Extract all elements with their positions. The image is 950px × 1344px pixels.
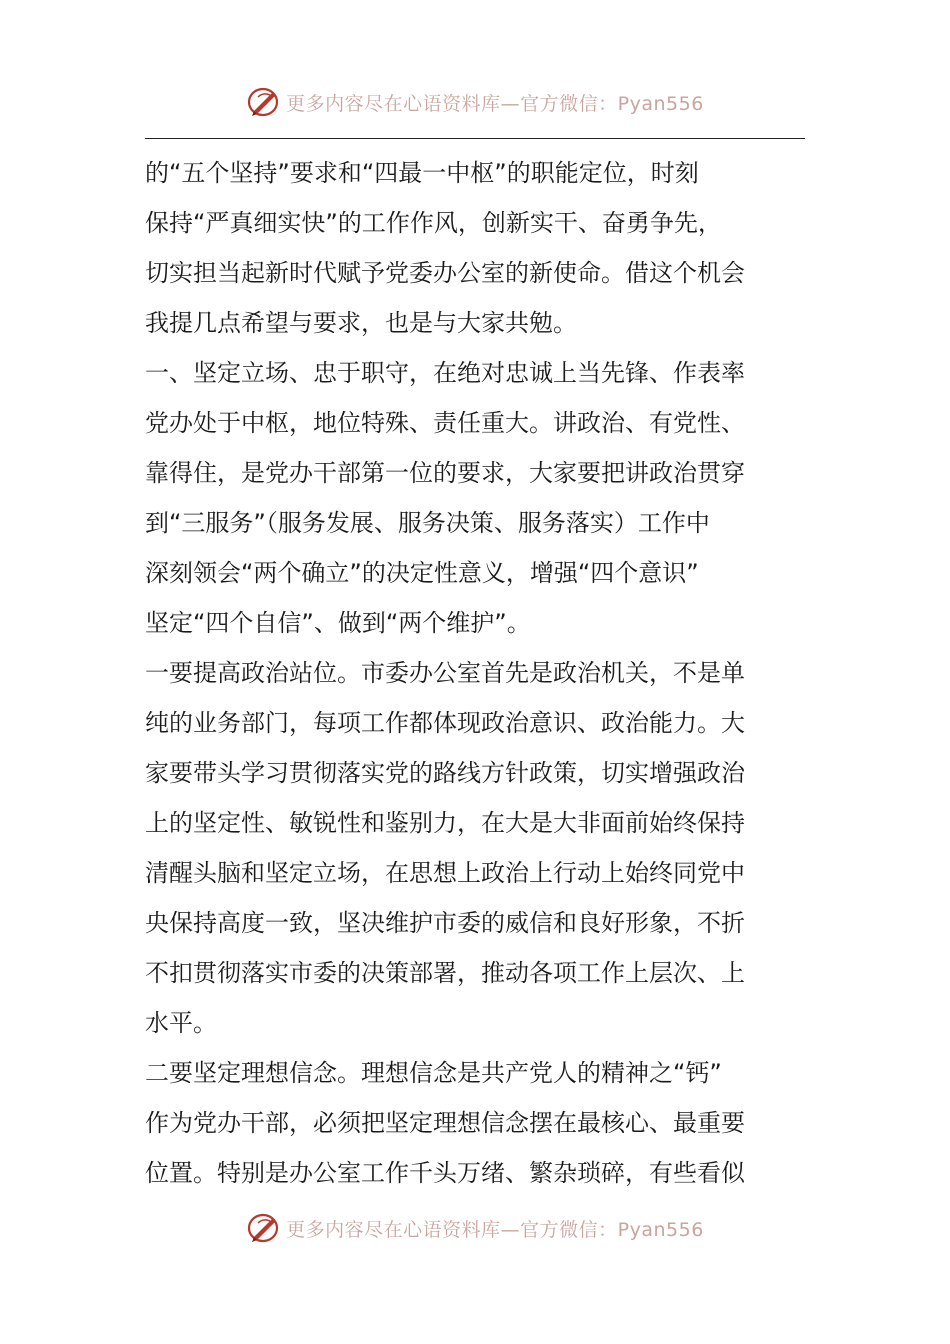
body-line: 纯的业务部门，每项工作都体现政治意识、政治能力。大 xyxy=(145,709,745,737)
body-line: 靠得住，是党办干部第一位的要求，大家要把讲政治贯穿 xyxy=(145,459,745,487)
body-line: 位置。特别是办公室工作千头万绪、繁杂琐碎，有些看似 xyxy=(145,1159,745,1187)
pen-logo-icon xyxy=(246,84,282,120)
body-line: 二要坚定理想信念。理想信念是共产党人的精神之“钙” xyxy=(145,1059,722,1087)
body-line: 一要提高政治站位。市委办公室首先是政治机关，不是单 xyxy=(145,659,745,687)
footer-banner-text: 更多内容尽在心语资料库—官方微信：Pyan556 xyxy=(286,1218,704,1241)
body-line: 党办处于中枢，地位特殊、责任重大。讲政治、有党性、 xyxy=(145,409,745,437)
document-body xyxy=(145,148,809,1198)
body-line: 清醒头脑和坚定立场，在思想上政治上行动上始终同党中 xyxy=(145,859,745,887)
body-line: 央保持高度一致，坚决维护市委的威信和良好形象，不折 xyxy=(145,909,745,937)
body-line: 深刻领会“两个确立”的决定性意义，增强“四个意识” xyxy=(145,559,699,587)
header-banner xyxy=(0,82,950,122)
body-line: 切实担当起新时代赋予党委办公室的新使命。借这个机会 xyxy=(145,259,745,287)
body-line: 保持“严真细实快”的工作作风，创新实干、奋勇争先， xyxy=(145,209,722,237)
header-divider xyxy=(145,138,805,139)
body-line: 作为党办干部，必须把坚定理想信念摆在最核心、最重要 xyxy=(145,1109,745,1137)
footer-banner xyxy=(0,1208,950,1248)
section-heading: 一、坚定立场、忠于职守，在绝对忠诚上当先锋、作表率 xyxy=(145,359,745,387)
body-line: 水平。 xyxy=(145,1009,217,1037)
body-line: 我提几点希望与要求，也是与大家共勉。 xyxy=(145,309,577,337)
body-line: 到“三服务”（服务发展、服务决策、服务落实）工作中 xyxy=(145,509,710,537)
body-line: 的“五个坚持”要求和“四最一中枢”的职能定位，时刻 xyxy=(145,159,699,187)
body-line: 上的坚定性、敏锐性和鉴别力，在大是大非面前始终保持 xyxy=(145,809,745,837)
header-banner-text: 更多内容尽在心语资料库—官方微信：Pyan556 xyxy=(286,92,704,115)
body-line: 家要带头学习贯彻落实党的路线方针政策，切实增强政治 xyxy=(145,759,745,787)
body-line: 坚定“四个自信”、做到“两个维护”。 xyxy=(145,609,531,637)
body-line: 不扣贯彻落实市委的决策部署，推动各项工作上层次、上 xyxy=(145,959,745,987)
pen-logo-icon xyxy=(246,1210,282,1246)
